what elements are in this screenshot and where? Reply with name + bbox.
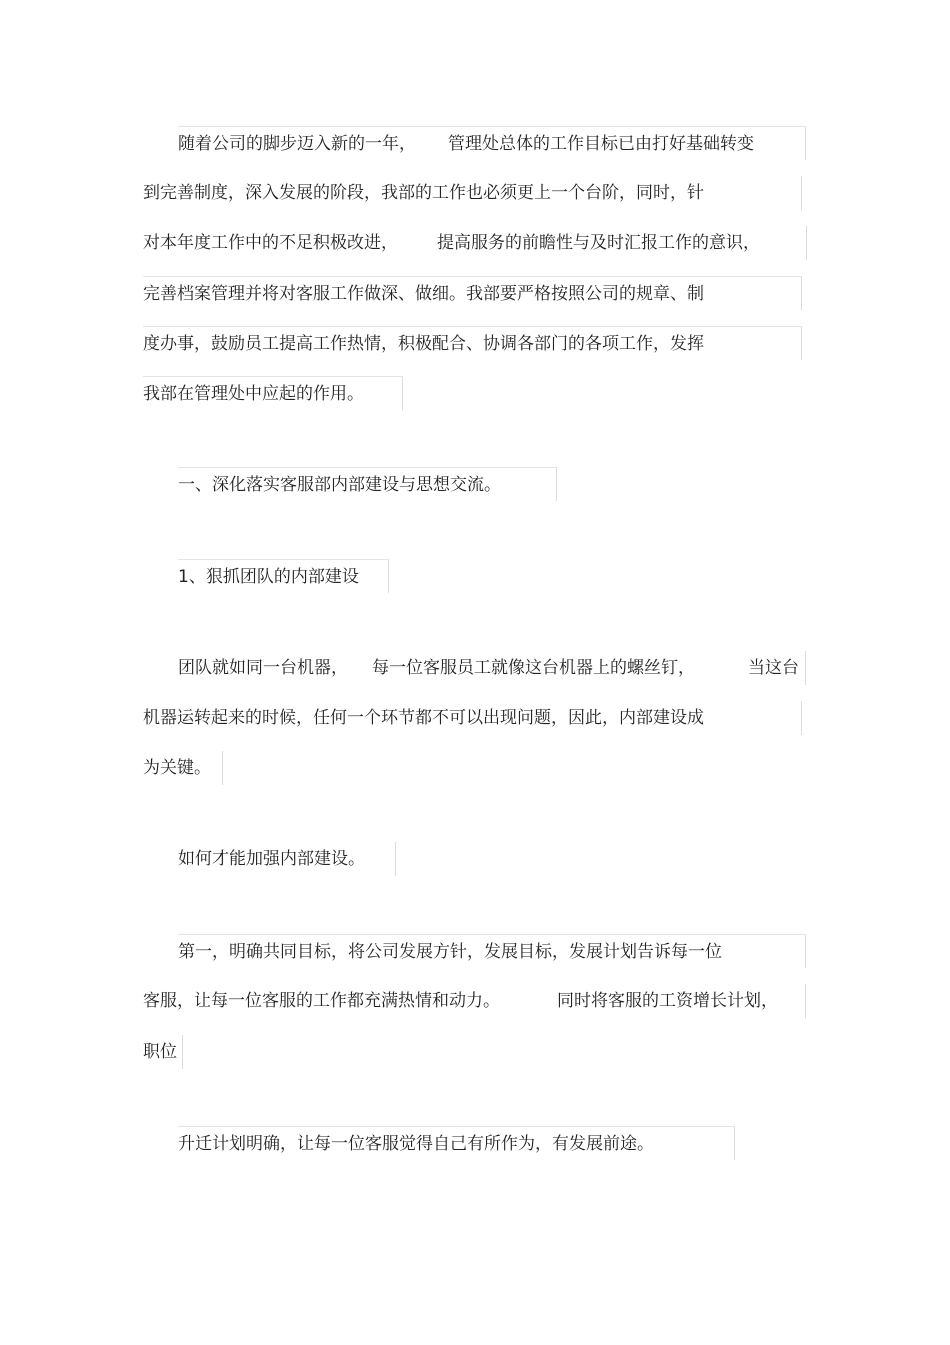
first-point-line-2-part-b: 同时将客服的工资增长计划， — [557, 991, 778, 1011]
team-paragraph-line-1-part-a: 团队就如同一台机器， — [178, 658, 348, 678]
team-paragraph-line-1-part-b: 每一位客服员工就像这台机器上的螺丝钉， — [372, 658, 695, 678]
first-point-line-2 — [143, 984, 806, 1018]
promotion-line: 升迁计划明确，让每一位客服觉得自己有所作为，有发展前途。 — [178, 1126, 735, 1160]
intro-line-3-part-b: 提高服务的前瞻性与及时汇报工作的意识， — [437, 233, 760, 253]
team-paragraph-line-1 — [178, 651, 806, 685]
intro-line-1-part-a: 随着公司的脚步迈入新的一年， — [178, 134, 416, 154]
team-paragraph-line-2: 机器运转起来的时候，任何一个环节都不可以出现问题，因此，内部建设成 — [143, 701, 802, 735]
subsection-heading: 1、狠抓团队的内部建设 — [178, 559, 389, 593]
intro-line-3-part-a: 对本年度工作中的不足积极改进， — [143, 233, 398, 253]
intro-line-2: 到完善制度，深入发展的阶段，我部的工作也必须更上一个台阶，同时，针 — [143, 176, 802, 210]
first-point-line-1: 第一，明确共同目标，将公司发展方针，发展目标，发展计划告诉每一位 — [178, 934, 806, 968]
intro-line-1-part-b: 管理处总体的工作目标已由打好基础转变 — [448, 134, 754, 154]
team-paragraph-line-1-part-c: 当这台 — [748, 658, 799, 678]
intro-line-5: 度办事，鼓励员工提高工作热情，积极配合、协调各部门的各项工作，发挥 — [143, 326, 802, 360]
intro-line-3 — [143, 226, 807, 260]
section-heading: 一、深化落实客服部内部建设与思想交流。 — [178, 467, 557, 501]
intro-line-1 — [178, 126, 806, 160]
first-point-line-3: 职位 — [143, 1035, 183, 1069]
first-point-line-2-part-a: 客服，让每一位客服的工作都充满热情和动力。 — [143, 991, 500, 1011]
intro-line-4: 完善档案管理并将对客服工作做深、做细。我部要严格按照公司的规章、制 — [143, 276, 802, 310]
question-line: 如何才能加强内部建设。 — [178, 842, 396, 876]
team-paragraph-line-3: 为关键。 — [143, 751, 223, 785]
intro-line-6: 我部在管理处中应起的作用。 — [143, 376, 403, 410]
